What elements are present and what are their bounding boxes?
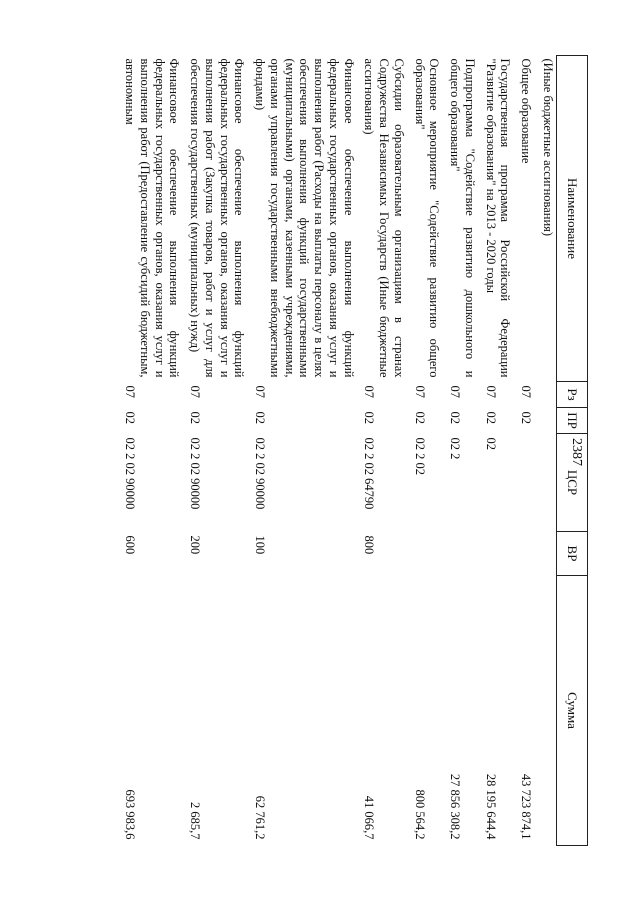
row-sum: 693 983,6 — [123, 789, 138, 840]
row-rz: 07 — [483, 385, 498, 398]
row-sum: 62 761,2 — [253, 795, 268, 840]
row-name: Подпрограмма "Содействие развитию дошкольного и общего образования" — [448, 58, 477, 378]
row-vr: 100 — [253, 535, 268, 555]
row-pr: 02 — [448, 411, 463, 424]
row-name: Государственная программа Российской Федерации "Развитие образования" на 2013 - 2020 годы — [483, 58, 513, 378]
continuation-text: (Иные бюджетные ассигнования) — [541, 58, 555, 237]
row-name: Финансовое обеспечение выполнения функций федеральных государственных органов, оказания услуг и выполнения работ (Расходы на выплаты персоналу в целях обеспечения выполнения функций государственными (муниципальными) органами, казенными учреждениями, органами управления государственными внебюджетными фондами) — [253, 58, 356, 378]
row-vr: 200 — [188, 535, 203, 555]
row-csr: 02 2 02 90000 — [123, 437, 138, 510]
row-rz: 07 — [448, 385, 463, 398]
table-body — [120, 56, 557, 846]
row-pr: 02 — [483, 411, 498, 424]
row-pr: 02 — [253, 411, 268, 424]
row-csr: 02 2 02 — [412, 437, 427, 475]
row-rz: 07 — [123, 385, 138, 398]
row-sum: 27 856 308,2 — [448, 773, 463, 840]
header-name: Наименование — [557, 56, 588, 382]
row-vr: 600 — [123, 535, 138, 555]
row-sum: 28 195 644,4 — [483, 773, 498, 840]
table-row — [359, 56, 409, 846]
row-csr: 02 2 02 64790 — [362, 437, 377, 510]
row-sum: 2 685,7 — [188, 802, 203, 840]
row-pr: 02 — [412, 411, 427, 424]
row-vr: 800 — [362, 535, 377, 555]
row-pr: 02 — [188, 411, 203, 424]
row-vr — [445, 532, 481, 576]
table-row — [516, 56, 537, 846]
row-csr — [516, 434, 537, 532]
row-sum: 41 066,7 — [362, 795, 377, 840]
header-rz: Рз — [557, 382, 588, 408]
row-rz: 07 — [188, 385, 203, 398]
table-row — [120, 56, 185, 846]
row-rz: 07 — [519, 385, 534, 398]
table-row — [185, 56, 250, 846]
row-name: Финансовое обеспечение выполнения функций федеральных государственных органов, оказания услуг и выполнения работ (Закупка товаров, работ и услуг для обеспечения государственных (муниципальных) нужд) — [188, 58, 247, 378]
row-pr: 02 — [123, 411, 138, 424]
row-sum: 800 564,2 — [412, 789, 427, 840]
header-pr: ПР — [557, 408, 588, 434]
table-row — [409, 56, 445, 846]
row-vr — [409, 532, 445, 576]
row-name: Субсидии образовательным организациям в странах Содружества Независимых Государств (Иные бюджетные ассигнования) — [362, 58, 406, 378]
header-csr: ЦСР — [557, 434, 588, 532]
row-sum: 43 723 874,1 — [519, 773, 534, 840]
row-rz: 07 — [362, 385, 377, 398]
budget-table — [120, 55, 589, 846]
table-row — [250, 56, 359, 846]
row-csr: 02 — [483, 437, 498, 450]
row-rz: 07 — [253, 385, 268, 398]
row-rz: 07 — [412, 385, 427, 398]
row-name: Финансовое обеспечение выполнения функций федеральных государственных органов, оказания услуг и выполнения работ (Предоставление субсидий бюджетным, автономным — [123, 58, 182, 378]
row-vr — [516, 532, 537, 576]
continuation-row — [536, 56, 556, 846]
row-name: Основное мероприятие "Содействие развитию общего образования" — [412, 58, 442, 378]
table-header-row — [557, 56, 588, 846]
table-row — [480, 56, 516, 846]
row-csr: 02 2 — [448, 437, 463, 460]
row-name: Общее образование — [519, 58, 534, 164]
row-csr: 02 2 02 90000 — [188, 437, 203, 510]
table-row — [445, 56, 481, 846]
row-csr: 02 2 02 90000 — [253, 437, 268, 510]
page-number: 2387 — [569, 438, 584, 466]
header-sum: Сумма — [557, 576, 588, 846]
budget-table-rotated — [63, 55, 588, 845]
row-vr — [480, 532, 516, 576]
header-vr: ВР — [557, 532, 588, 576]
row-pr: 02 — [362, 411, 377, 424]
row-pr: 02 — [519, 411, 534, 424]
